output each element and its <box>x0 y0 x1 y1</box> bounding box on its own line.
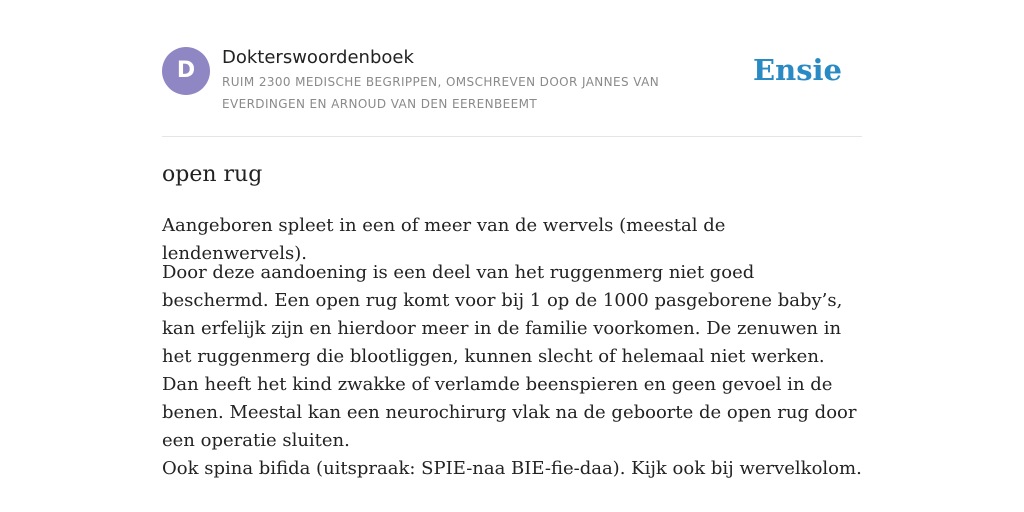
entry-body: Door deze aandoening is een deel van het ruggenmerg niet goed beschermd. Een open rug komt voor bij 1 op de 1000 pasgeborene baby’s, kan erfelijk zijn en hierdoor meer in de familie voorkomen. De zenuwen in het ruggenmerg die blootliggen, kunnen slecht of helemaal niet werken. Dan heeft het kind zwakke of verlamde beenspieren en geen gevoel in de benen. Meestal kan een neurochirurg vlak na de geboorte de open rug door een operatie sluiten. <box>162 262 857 451</box>
source-subtitle: RUIM 2300 MEDISCHE BEGRIPPEN, OMSCHREVEN DOOR JANNES VAN EVERDINGEN EN ARNOUD VAN DEN EERENBEEMT <box>222 75 660 111</box>
source-title[interactable]: Dokterswoordenboek <box>222 47 414 68</box>
source-avatar[interactable]: D <box>162 47 210 95</box>
ensie-logo-link[interactable]: Ensie <box>753 53 842 87</box>
entry-term: open rug <box>162 162 263 187</box>
source-header <box>162 46 862 137</box>
entry-note: Ook spina bifida (uitspraak: SPIE-naa BIE-fie-daa). Kijk ook bij wervelkolom. <box>162 458 862 479</box>
entry-definition: Aangeboren spleet in een of meer van de wervels (meestal de lendenwervels). <box>162 215 726 264</box>
